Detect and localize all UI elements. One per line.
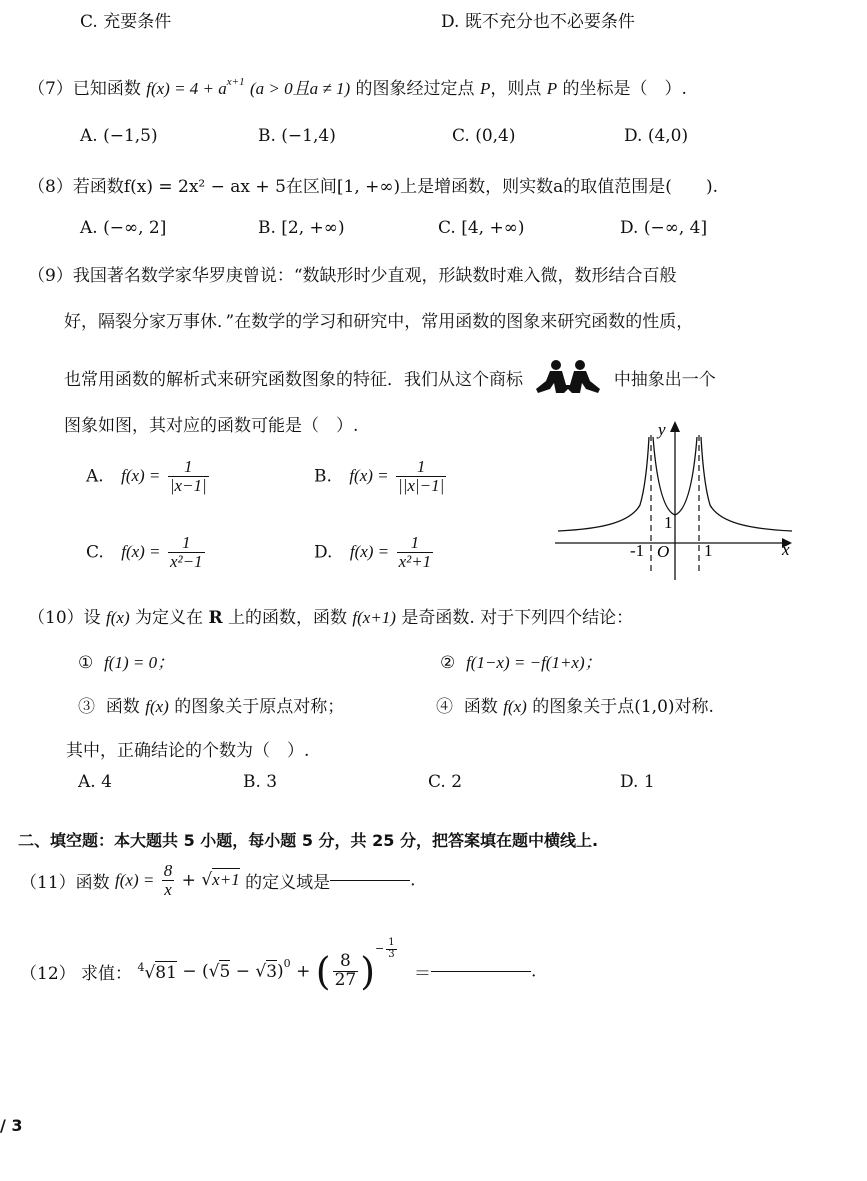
answer-option-d: D. f(x) = $\frac{1}{\text{x²+1}}$ [314, 533, 432, 571]
page-number: / 3 [0, 1116, 23, 1135]
question-text: 若函数f(x) = 2x² − ax + 5在区间[1, +∞)上是增函数，则实数a的取值范围是( ). [72, 177, 718, 197]
answer-option-a: A. 4 [78, 772, 112, 792]
question-8 [28, 172, 718, 197]
question-text: 的图象经过定点 [355, 79, 475, 99]
curve-right-branch [701, 437, 792, 531]
answer-option-c: C. f(x) = $\frac{1}{\text{x²−1}}$ [86, 533, 203, 571]
sqrt-radicand: x+1 [212, 870, 240, 890]
option-d: D. 既不充分也不必要条件 [441, 12, 635, 32]
y-intercept-label: 1 [664, 513, 673, 532]
question-text: 也常用函数的解析式来研究函数图象的特征．我们从这个商标 [64, 370, 523, 390]
answer-option-a: A. (−1,5) [80, 126, 158, 146]
answer-option-b: B. f(x) = $\frac{1}{||x|-1|}$ [314, 457, 445, 495]
tick-label-neg-one: -1 [630, 541, 645, 560]
point-label: P [546, 79, 558, 98]
origin-label: O [657, 542, 670, 561]
question-9-line2: 好，隔裂分家万事休．”在数学的学习和研究中，常用函数的图象来研究函数的性质， [64, 312, 694, 332]
question-number: （9） [28, 266, 73, 286]
question-9-line1 [28, 261, 677, 286]
answer-blank[interactable] [330, 880, 410, 881]
answer-option-d: D. 1 [620, 772, 655, 792]
question-text: 已知函数 [72, 79, 141, 99]
question-11: （11）函数 f(x) = $\frac{8}{x}$ + √x+1 的定义域是 . [20, 861, 416, 899]
question-10-prompt: 其中，正确结论的个数为（ ）. [66, 741, 310, 761]
section-title: 二、填空题：本大题共 5 小题，每小题 5 分，共 25 分，把答案填在题中横线上. [18, 831, 599, 850]
answer-option-c: C. [4, +∞) [438, 218, 525, 238]
y-axis-arrow [670, 421, 680, 432]
question-9-line3 [64, 359, 716, 395]
question-7 [28, 74, 687, 99]
question-text: 我国著名数学家华罗庚曾说：“数缺形时少直观，形缺数时难入微，数形结合百般 [72, 266, 677, 286]
y-axis-label: y [658, 420, 666, 439]
answer-option-d: D. (−∞, 4] [620, 218, 708, 238]
option-c: C. 充要条件 [80, 12, 172, 32]
conclusion-2: ② f(1−x) = −f(1+x)； [440, 653, 602, 673]
answer-option-c: C. (0,4) [452, 126, 516, 146]
conclusion-1: ① f(1) = 0； [78, 653, 175, 673]
answer-option-a: A. f(x) = $\frac{1}{|x-1|}$ [86, 457, 207, 495]
curve-left-branch [558, 437, 649, 531]
function-expression: f(x) = 4 + a [146, 79, 227, 98]
answer-option-c: C. 2 [428, 772, 463, 792]
exponent: x+1 [226, 76, 245, 88]
condition: (a > 0且a ≠ 1) [250, 79, 351, 98]
answer-option-d: D. (4,0) [624, 126, 689, 146]
answer-option-b: B. 3 [243, 772, 278, 792]
question-number: （7） [28, 79, 73, 99]
answer-option-a: A. (−∞, 2] [80, 218, 167, 238]
question-number: （10） [28, 608, 84, 628]
function-graph [550, 415, 800, 585]
conclusion-4: ④ 函数 f(x) 的图象关于点(1,0)对称. [436, 697, 714, 717]
tick-label-pos-one: 1 [704, 541, 713, 560]
answer-option-b: B. [2, +∞) [258, 218, 345, 238]
answer-blank[interactable] [431, 971, 531, 972]
answer-option-b: B. (−1,4) [258, 126, 336, 146]
kappa-logo-image [528, 359, 608, 395]
question-12: （12） 求值： $^4√81 - (√5 - √3)^0$ + ( $\frac{8}{27}$ )− $\frac{1}{3}$ ＝ . [20, 937, 537, 994]
question-text: 的坐标是（ ）. [562, 79, 687, 99]
question-9-line4: 图象如图，其对应的函数可能是（ ）. [64, 416, 359, 436]
point-label: P [479, 79, 491, 98]
x-axis-label: x [782, 540, 790, 559]
question-number: （8） [28, 177, 73, 197]
question-text: 中抽象出一个 [613, 370, 716, 390]
question-text: ，则点 [490, 79, 542, 99]
question-10: （10）设 f(x) 为定义在 R 上的函数，函数 f(x+1) 是奇函数. 对于下列四个结论： [28, 608, 634, 628]
conclusion-3: ③ 函数 f(x) 的图象关于原点对称； [78, 697, 345, 717]
